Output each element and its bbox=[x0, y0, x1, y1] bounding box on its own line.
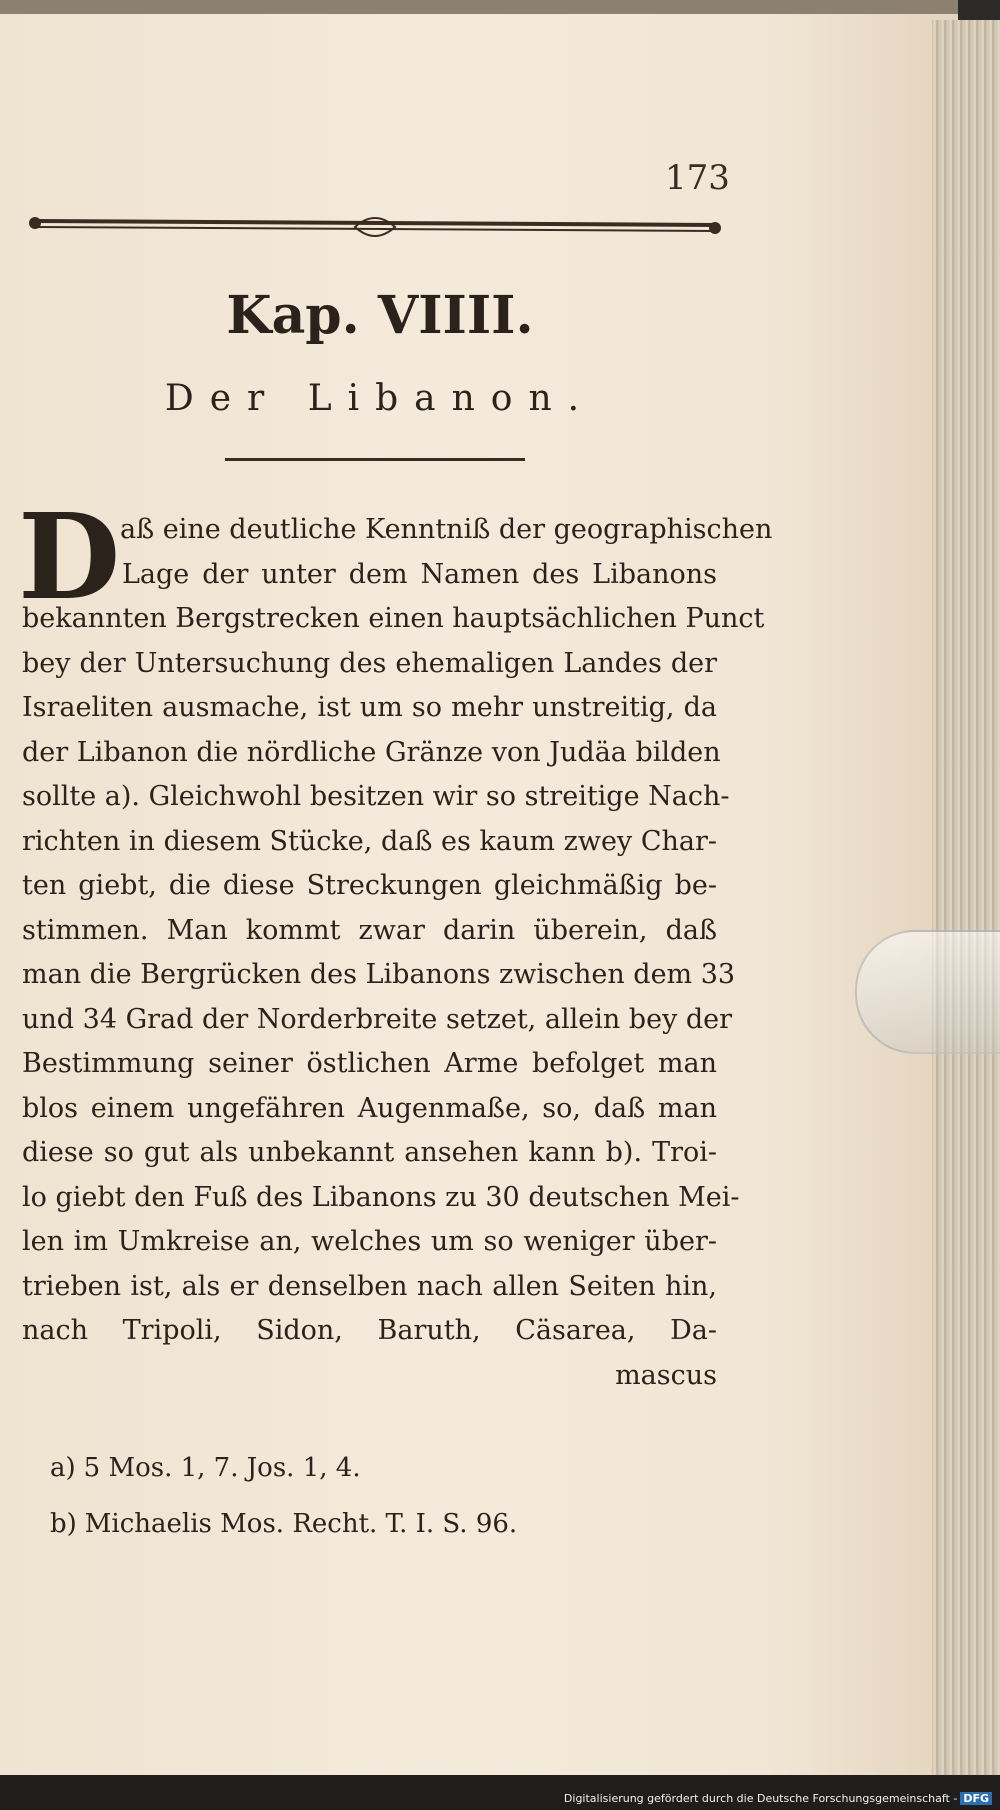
body-line: sollte a). Gleichwohl besitzen wir so streitige Nach- bbox=[22, 781, 730, 812]
funding-credit bbox=[564, 1792, 992, 1805]
footnote-text: 5 Mos. 1, 7. Jos. 1, 4. bbox=[83, 1453, 361, 1483]
dfg-badge: DFG bbox=[960, 1792, 992, 1805]
footnote bbox=[50, 1440, 700, 1496]
body-line: Israeliten ausmache, ist um so mehr unstreitig, da bbox=[22, 692, 717, 723]
section-title: Der Libanon. bbox=[164, 378, 596, 419]
title-rule bbox=[225, 458, 525, 461]
body-line: diese so gut als unbekannt ansehen kann b). Troi- bbox=[22, 1137, 717, 1168]
page-edges bbox=[932, 20, 1000, 1780]
bookmark-tab bbox=[855, 930, 1000, 1054]
body-line: Lage der unter dem Namen des Libanons bbox=[122, 558, 717, 590]
body-line: trieben ist, als er denselben nach allen Seiten hin, bbox=[22, 1270, 717, 1302]
footnote-text: Michaelis Mos. Recht. T. I. S. 96. bbox=[84, 1509, 518, 1539]
chapter-title: Kap. VIIII. bbox=[226, 285, 534, 346]
body-line: stimmen. Man kommt zwar darin überein, daß bbox=[22, 914, 717, 946]
footnotes bbox=[50, 1440, 700, 1552]
header-ornament bbox=[25, 205, 725, 245]
drop-cap: D bbox=[18, 487, 121, 626]
catchword: mascus bbox=[615, 1359, 717, 1391]
body-line: lo giebt den Fuß des Libanons zu 30 deutschen Mei- bbox=[22, 1181, 740, 1213]
body-line: bey der Untersuchung des ehemaligen Landes der bbox=[22, 647, 717, 679]
body-line: bekannten Bergstrecken einen hauptsächlichen Punct bbox=[22, 603, 765, 634]
body-line: aß eine deutliche Kenntniß der geographischen bbox=[120, 514, 773, 545]
footnote-mark: a) bbox=[50, 1453, 76, 1483]
body-line: nach Tripoli, Sidon, Baruth, Cäsarea, Da- bbox=[22, 1315, 717, 1346]
body-line: len im Umkreise an, welches um so weniger über- bbox=[22, 1226, 717, 1257]
page-number: 173 bbox=[665, 158, 730, 198]
credit-text: Digitalisierung gefördert durch die Deutsche Forschungsgemeinschaft - bbox=[563, 1792, 958, 1805]
body-line: Bestimmung seiner östlichen Arme befolget man bbox=[22, 1048, 717, 1079]
body-line: richten in diesem Stücke, daß es kaum zwey Char- bbox=[22, 825, 717, 857]
body-line: blos einem ungefähren Augenmaße, so, daß man bbox=[22, 1092, 717, 1124]
body-line: und 34 Grad der Norderbreite setzet, allein bey der bbox=[22, 1003, 733, 1035]
body-line: man die Bergrücken des Libanons zwischen dem 33 bbox=[22, 959, 736, 990]
body-line: ten giebt, die diese Streckungen gleichmäßig be- bbox=[22, 870, 717, 901]
body-line: der Libanon die nördliche Gränze von Judäa bilden bbox=[22, 736, 721, 768]
footnote bbox=[50, 1496, 700, 1552]
footnote-mark: b) bbox=[50, 1509, 77, 1539]
body-text bbox=[22, 508, 773, 1398]
